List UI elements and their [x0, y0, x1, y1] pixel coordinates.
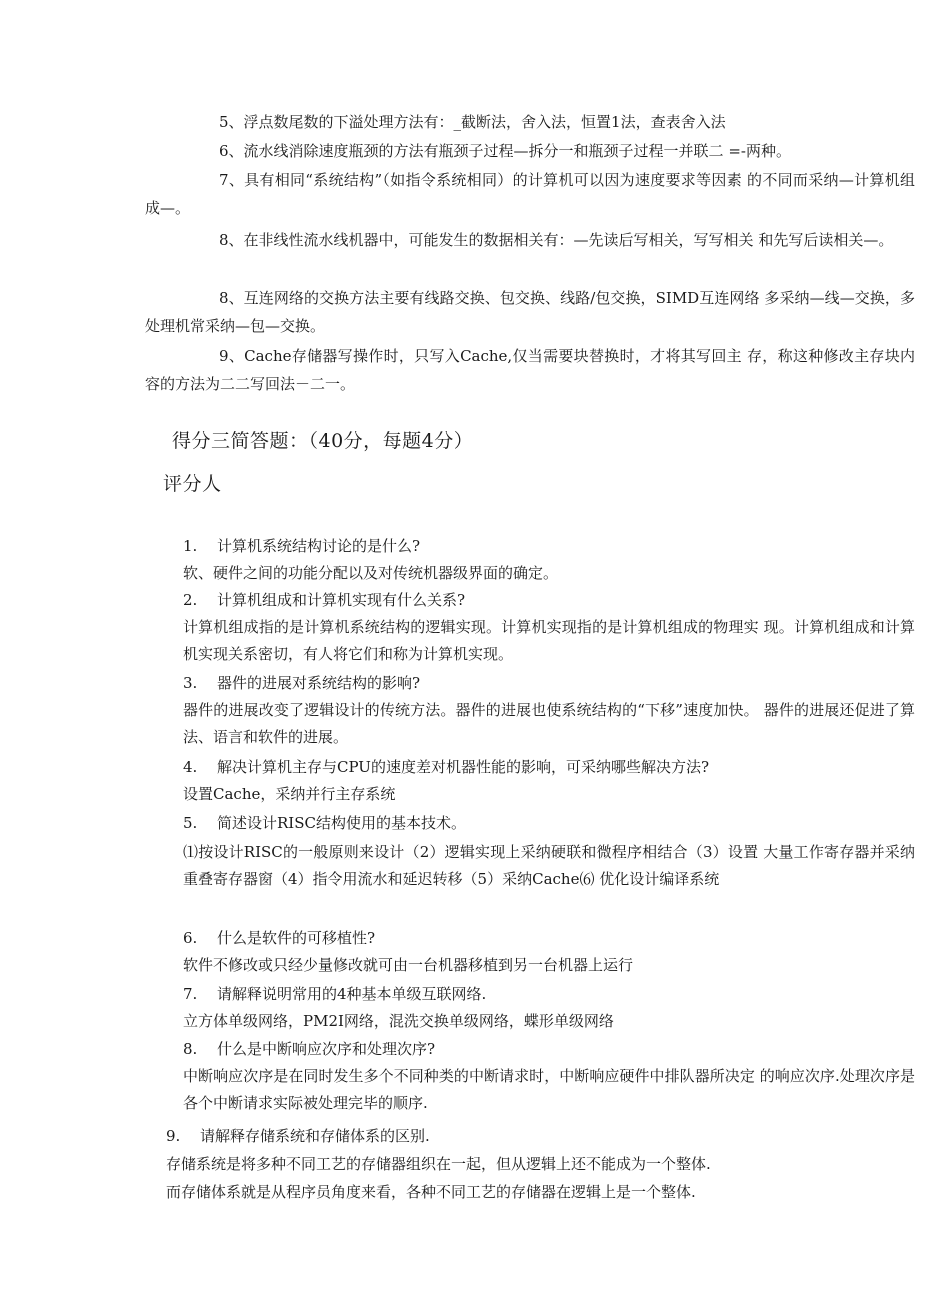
section-heading: 得分三简答题：（40分，每题4分） — [172, 430, 474, 452]
fill-item-7-architecture: 7、具有相同“系统结构”（如指令系统相同）的计算机可以因为速度要求等因素 的不同而采纳—计算机组成—。 — [145, 171, 915, 217]
question-8 — [183, 1036, 435, 1062]
question-number: 1. — [183, 537, 198, 555]
answer-7: 立方体单级网络，PM2I网络，混洗交换单级网络，蝶形单级网络 — [183, 1012, 614, 1030]
fill-item-5-underflow: 5、浮点数尾数的下溢处理方法有：_截断法，舍入法，恒置1法，查表舍入法 — [219, 113, 726, 131]
answer-6: 软件不修改或只经少量修改就可由一台机器移植到另一台机器上运行 — [183, 956, 634, 974]
question-number: 4. — [183, 758, 198, 776]
answer-9-part-2: 而存储体系就是从程序员角度来看，各种不同工艺的存储器在逻辑上是一个整体. — [166, 1183, 696, 1201]
fill-item-8-interconnect: 8、互连网络的交换方法主要有线路交换、包交换、线路/包交换，SIMD互连网络 多采纳—线—交换，多处理机常采纳—包—交换。 — [145, 289, 915, 335]
question-number: 7. — [183, 985, 198, 1003]
answer-2: 计算机组成指的是计算机系统结构的逻辑实现。计算机实现指的是计算机组成的物理实 现。计算机组成和计算机实现关系密切，有人将它们和称为计算机实现。 — [183, 618, 915, 663]
question-number: 8. — [183, 1040, 198, 1058]
question-text: 什么是中断响应次序和处理次序? — [217, 1040, 436, 1058]
question-text: 请解释说明常用的4种基本单级互联网络. — [217, 985, 487, 1003]
question-text: 计算机系统结构讨论的是什么? — [217, 537, 421, 555]
fill-item-9-cache: 9、Cache存储器写操作时，只写入Cache,仅当需要块替换时，才将其写回主 存，称这种修改主存块内容的方法为二二写回法－二一。 — [145, 347, 915, 393]
question-number: 9. — [166, 1127, 181, 1145]
answer-9-part-1: 存储系统是将多种不同工艺的存储器组织在一起，但从逻辑上还不能成为一个整体. — [166, 1155, 711, 1173]
answer-4: 设置Cache，采纳并行主存系统 — [183, 785, 396, 803]
question-text: 简述设计RISC结构使用的基本技术。 — [217, 814, 466, 832]
question-number: 3. — [183, 674, 198, 692]
grader-label: 评分人 — [163, 473, 222, 495]
question-text: 请解释存储系统和存储体系的区别. — [200, 1127, 430, 1145]
answer-1: 软、硬件之间的功能分配以及对传统机器级界面的确定。 — [183, 564, 559, 582]
question-number: 5. — [183, 814, 198, 832]
question-3 — [183, 670, 420, 696]
question-7 — [183, 981, 486, 1007]
answer-8: 中断响应次序是在同时发生多个不同种类的中断请求时，中断响应硬件中排队器所决定 的响应次序.处理次序是各个中断请求实际被处理完毕的顺序. — [183, 1067, 915, 1112]
question-5 — [183, 810, 466, 836]
question-number: 2. — [183, 591, 198, 609]
question-text: 器件的进展对系统结构的影响? — [217, 674, 421, 692]
question-9 — [166, 1123, 430, 1149]
question-text: 什么是软件的可移植性? — [217, 929, 376, 947]
question-6 — [183, 925, 375, 951]
answer-3: 器件的进展改变了逻辑设计的传统方法。器件的进展也使系统结构的“下移”速度加快。 器件的进展还促进了算法、语言和软件的进展。 — [183, 701, 915, 746]
question-number: 6. — [183, 929, 198, 947]
question-text: 解决计算机主存与CPU的速度差对机器性能的影响，可采纳哪些解决方法? — [217, 758, 709, 776]
fill-item-8-data-hazards: 8、在非线性流水线机器中，可能发生的数据相关有：—先读后写相关，写写相关 和先写后读相关—。 — [219, 231, 894, 249]
fill-item-6-pipeline: 6、流水线消除速度瓶颈的方法有瓶颈子过程—拆分一和瓶颈子过程一并联二 =-两种。 — [219, 142, 791, 160]
answer-5: ⑴按设计RISC的一般原则来设计（2）逻辑实现上采纳硬联和微程序相结合（3）设置 大量工作寄存器并采纳重叠寄存器窗（4）指令用流水和延迟转移（5）采纳Cache⑹ 优化设计编译系统 — [183, 843, 915, 888]
question-2 — [183, 587, 465, 613]
question-text: 计算机组成和计算机实现有什么关系? — [217, 591, 466, 609]
question-1 — [183, 533, 420, 559]
question-4 — [183, 754, 709, 780]
